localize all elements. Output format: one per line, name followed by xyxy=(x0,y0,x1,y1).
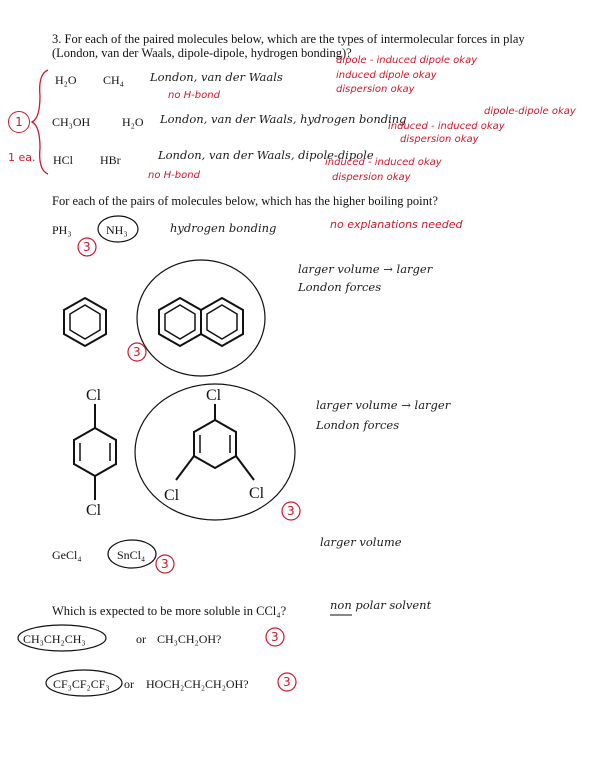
row1-score-circle xyxy=(78,238,96,256)
pair3-note: no H-bond xyxy=(148,170,200,181)
chlorine-label-top-left: Cl xyxy=(86,387,102,404)
chlorine-label-bottom-left: Cl xyxy=(86,502,102,519)
margin-score: 1 xyxy=(15,115,23,129)
boiling-row2-score: 3 xyxy=(133,345,141,359)
boiling-row4-b: SnCl₄ xyxy=(117,548,146,562)
boiling-row3-answer-1: larger volume → larger xyxy=(316,398,451,412)
nh3-circle xyxy=(98,216,138,242)
pair1-answer: London, van der Waals xyxy=(150,70,283,84)
sncl4-circle xyxy=(108,540,156,568)
pair2-molecule-b: H₂O xyxy=(122,115,144,129)
chlorine-label-bottom-right: Cl xyxy=(249,485,265,502)
pair1-note: no H-bond xyxy=(168,90,220,101)
boiling-row1-a: PH₃ xyxy=(52,223,72,237)
pair2-mark-3: dispersion okay xyxy=(400,134,479,145)
pair1-mark-3: dispersion okay xyxy=(336,84,415,95)
para-dichlorobenzene-icon xyxy=(74,404,116,500)
question-line-1: 3. For each of the paired molecules below, which are the types of intermolecular forces in play xyxy=(52,32,525,46)
soluble-row2-a: CF₃CF₂CF₃ xyxy=(53,677,110,691)
pair2-molecule-a: CH₃OH xyxy=(52,115,91,129)
soluble-row1-a: CH₃CH₂CH₃ xyxy=(23,632,86,646)
soluble-row1-score-circle xyxy=(266,628,284,646)
chlorine-label-bottom-mid: Cl xyxy=(164,487,180,504)
pair1-molecule-a: H₂O xyxy=(55,73,77,87)
soluble-row1-score: 3 xyxy=(271,630,279,644)
pairs-bracket xyxy=(32,70,48,174)
pair3-answer: London, van der Waals, dipole-dipole xyxy=(158,148,374,162)
naphthalene-icon xyxy=(159,298,243,346)
soluble-row2-score: 3 xyxy=(283,675,291,689)
boiling-row4-a: GeCl₄ xyxy=(52,548,82,562)
soluble-row2-or: or xyxy=(124,677,134,691)
boiling-question: For each of the pairs of molecules below, which has the higher boiling point? xyxy=(52,194,438,208)
boiling-row4-answer: larger volume xyxy=(320,535,402,549)
row4-score-circle xyxy=(156,555,174,573)
boiling-row1-score: 3 xyxy=(83,240,91,254)
margin-note: 1 ea. xyxy=(8,151,36,164)
boiling-row3-answer-2: London forces xyxy=(316,418,400,432)
benzene-icon xyxy=(64,298,106,346)
pair3-molecule-a: HCl xyxy=(53,153,74,167)
boiling-row2-answer-1: larger volume → larger xyxy=(298,262,433,276)
pair3-mark-2: dispersion okay xyxy=(332,172,411,183)
soluble-row2-score-circle xyxy=(278,673,296,691)
pair1-mark-1: dipole - induced dipole okay xyxy=(336,55,478,66)
boiling-row3-score: 3 xyxy=(287,504,295,518)
propane-circle xyxy=(18,625,106,651)
row3-score-circle xyxy=(282,502,300,520)
boiling-row4-score: 3 xyxy=(161,557,169,571)
pair1-mark-2: induced dipole okay xyxy=(336,70,437,81)
boiling-row2-answer-2: London forces xyxy=(298,280,382,294)
pair3-molecule-b: HBr xyxy=(100,153,121,167)
perfluoropropane-circle xyxy=(46,670,122,696)
soluble-row2-b: HOCH₂CH₂CH₂OH? xyxy=(146,677,249,691)
meta-dichlorobenzene-icon xyxy=(176,404,254,480)
row2-score-circle xyxy=(128,343,146,361)
question-line-2: (London, van der Waals, dipole-dipole, hydrogen bonding)? xyxy=(52,46,352,60)
boiling-row1-b: NH₃ xyxy=(106,223,128,237)
chlorine-label-top-right: Cl xyxy=(206,387,222,404)
pair2-answer: London, van der Waals, hydrogen bonding xyxy=(160,112,407,126)
soluble-row1-or: or xyxy=(136,632,146,646)
pair1-molecule-b: CH₄ xyxy=(103,73,124,87)
soluble-row1-b: CH₃CH₂OH? xyxy=(157,632,222,646)
soluble-answer: non polar solvent xyxy=(330,598,432,612)
pair2-mark-2: induced - induced okay xyxy=(388,121,505,132)
boiling-row1-note: no explanations needed xyxy=(330,218,463,231)
boiling-row1-answer: hydrogen bonding xyxy=(170,221,277,235)
pair3-mark-1: induced - induced okay xyxy=(325,157,442,168)
pair2-mark-1: dipole-dipole okay xyxy=(484,106,576,117)
soluble-question: Which is expected to be more soluble in CCl₄? xyxy=(52,604,287,618)
